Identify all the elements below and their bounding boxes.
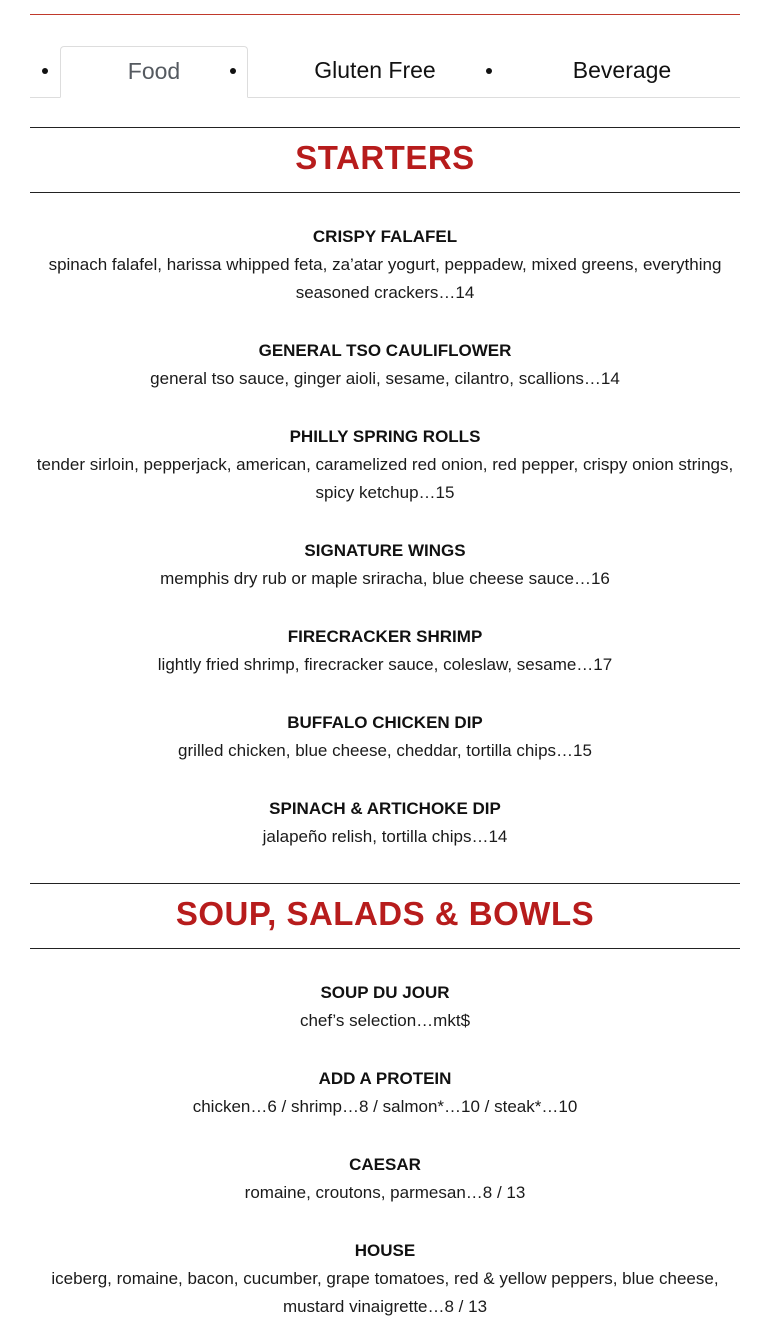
menu-item: [30, 795, 740, 851]
menu-item: [30, 1065, 740, 1121]
menu-item: [30, 537, 740, 593]
item-name: HOUSE: [354, 1241, 416, 1260]
tab-bullet: [230, 68, 236, 74]
item-description: tender sirloin, pepperjack, american, caramelized red onion, red pepper, crispy onion strings, spicy ketchup…15: [36, 455, 734, 502]
item-description: jalapeño relish, tortilla chips…14: [262, 827, 508, 846]
menu-tabs: [30, 46, 740, 98]
section-title: STARTERS: [295, 139, 475, 176]
item-description: chicken…6 / shrimp…8 / salmon*…10 / steak*…10: [192, 1097, 578, 1116]
item-name: GENERAL TSO CAULIFLOWER: [258, 341, 512, 360]
item-description: chef’s selection…mkt$: [299, 1011, 471, 1030]
menu-item: [30, 423, 740, 507]
tab-gluten-free[interactable]: Gluten Free: [314, 57, 436, 83]
section-header-soup-salads-bowls: [30, 883, 740, 949]
menu-item: [30, 223, 740, 307]
section-header-starters: [30, 127, 740, 193]
tab-bullet: [42, 68, 48, 74]
menu-item: [30, 623, 740, 679]
tab-food[interactable]: Food: [60, 46, 248, 98]
item-name: SPINACH & ARTICHOKE DIP: [269, 799, 501, 818]
item-description: general tso sauce, ginger aioli, sesame, cilantro, scallions…14: [150, 369, 620, 388]
item-description: romaine, croutons, parmesan…8 / 13: [244, 1183, 526, 1202]
item-name: BUFFALO CHICKEN DIP: [287, 713, 483, 732]
menu-item: [30, 1151, 740, 1207]
menu-item: [30, 1237, 740, 1321]
item-name: PHILLY SPRING ROLLS: [289, 427, 481, 446]
item-description: iceberg, romaine, bacon, cucumber, grape tomatoes, red & yellow peppers, blue cheese, mustard vinaigrette…8 / 13: [51, 1269, 719, 1316]
tab-bullet: [486, 68, 492, 74]
item-description: grilled chicken, blue cheese, cheddar, tortilla chips…15: [178, 741, 592, 760]
item-name: CAESAR: [349, 1155, 421, 1174]
item-name: SOUP DU JOUR: [320, 983, 450, 1002]
item-name: CRISPY FALAFEL: [312, 227, 458, 246]
item-description: memphis dry rub or maple sriracha, blue cheese sauce…16: [160, 569, 610, 588]
item-description: spinach falafel, harissa whipped feta, za’atar yogurt, peppadew, mixed greens, everything seasoned crackers…14: [48, 255, 722, 302]
top-divider: [30, 14, 740, 15]
item-description: lightly fried shrimp, firecracker sauce, coleslaw, sesame…17: [157, 655, 613, 674]
menu-item: [30, 709, 740, 765]
item-name: SIGNATURE WINGS: [304, 541, 466, 560]
item-name: ADD A PROTEIN: [318, 1069, 452, 1088]
item-name: FIRECRACKER SHRIMP: [287, 627, 483, 646]
tab-beverage[interactable]: Beverage: [572, 57, 672, 83]
section-title: SOUP, SALADS & BOWLS: [175, 895, 595, 932]
menu-item: [30, 979, 740, 1035]
menu-item: [30, 337, 740, 393]
